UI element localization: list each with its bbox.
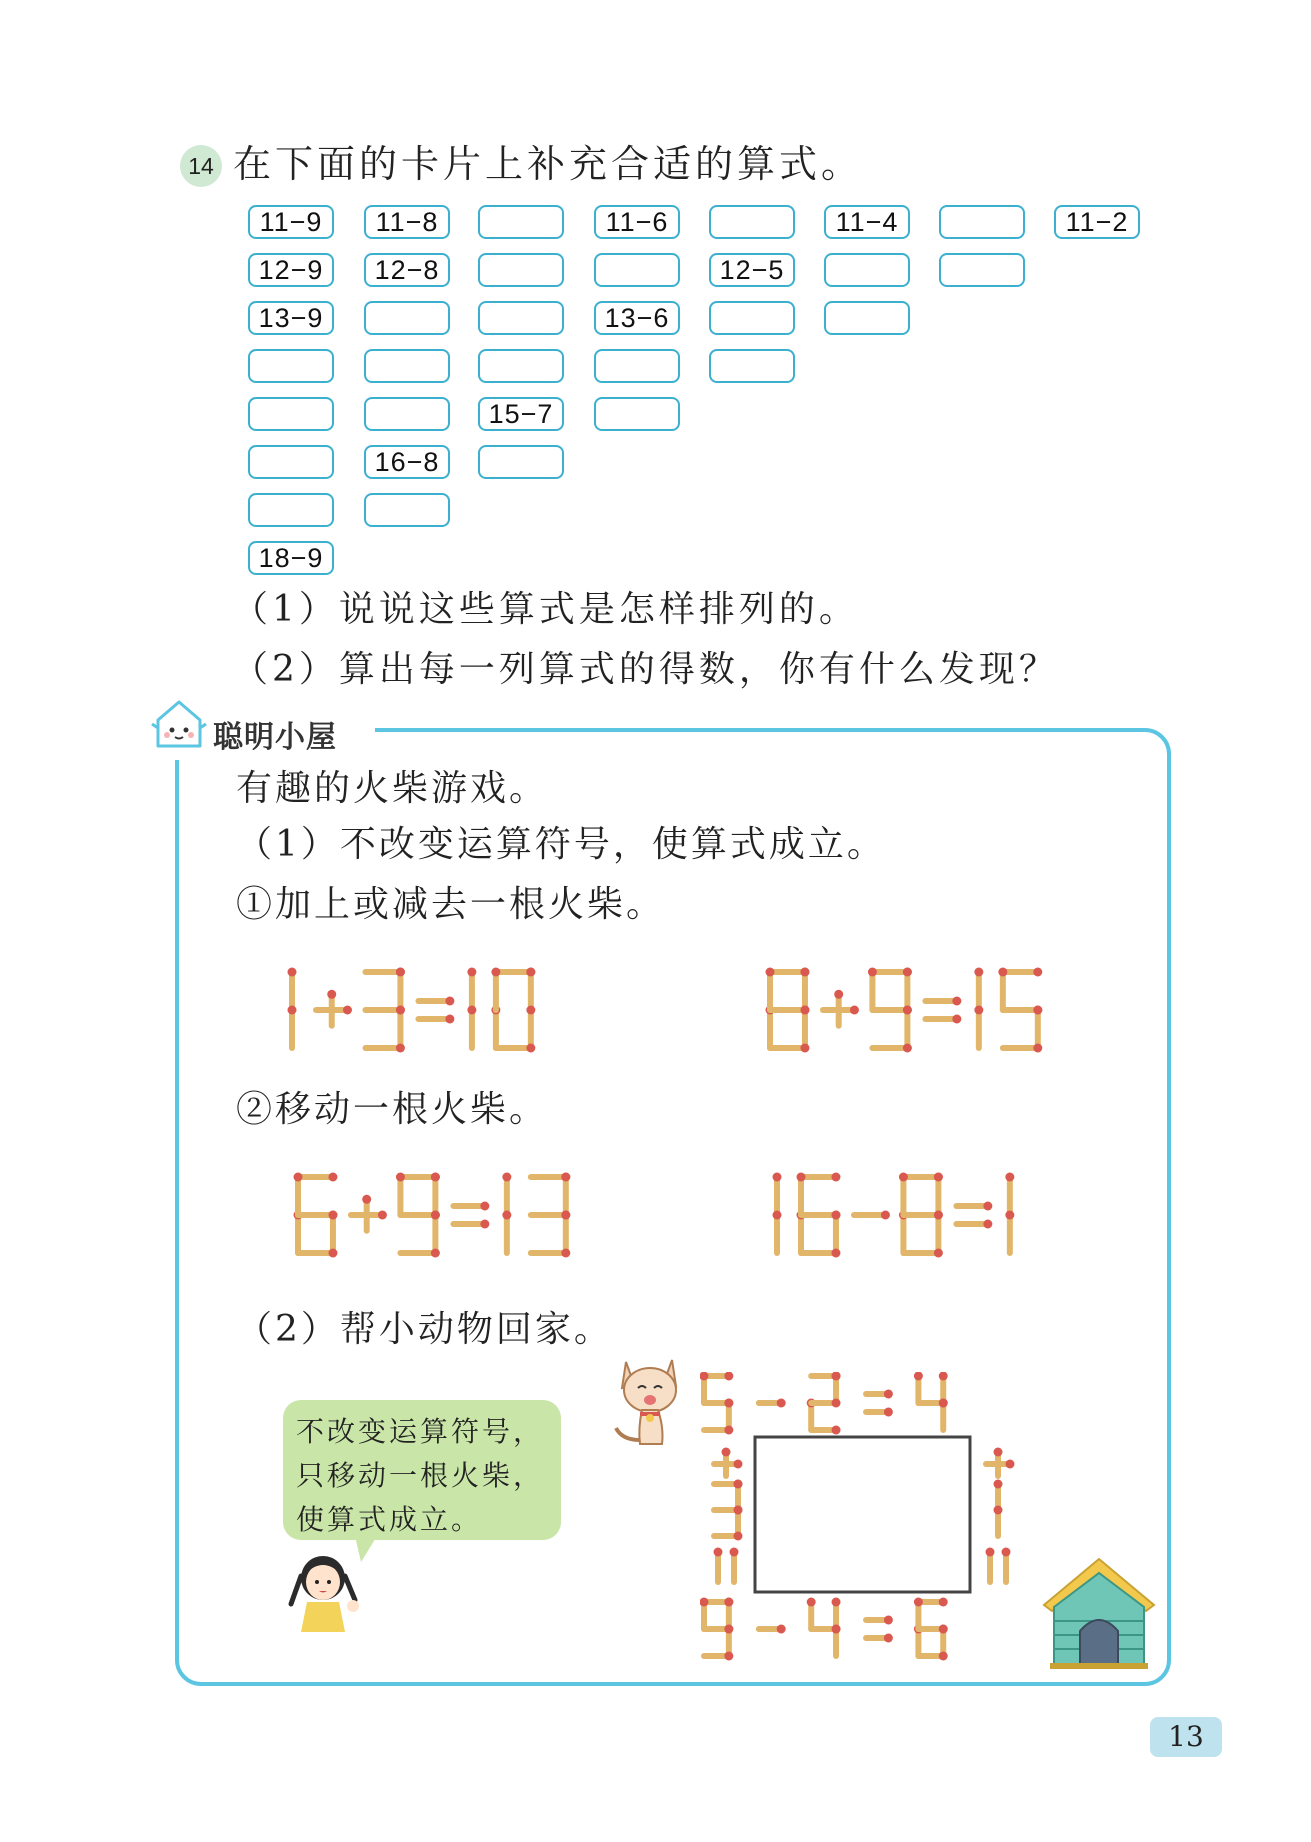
equation-card[interactable] (248, 445, 334, 479)
match-head (700, 1598, 709, 1607)
match-head (1006, 1460, 1015, 1469)
match-head (983, 1202, 992, 1211)
match-head (884, 1408, 893, 1417)
match-equation-1 (280, 960, 620, 1060)
equation-card[interactable]: 13−6 (594, 301, 680, 335)
match-head (431, 1249, 440, 1258)
match-head (327, 990, 336, 999)
equation-card[interactable] (824, 253, 910, 287)
equation-card[interactable] (594, 253, 680, 287)
exercise-instruction: 在下面的卡片上补充合适的算式。 (233, 142, 864, 186)
match-head (526, 1006, 535, 1015)
match-head (396, 1006, 405, 1015)
match-head (561, 1249, 570, 1258)
match-head (939, 1399, 948, 1408)
match-equation-4 (765, 1165, 1105, 1265)
part-1a-heading: ①加上或减去一根火柴。 (236, 884, 666, 925)
match-head (777, 1625, 786, 1634)
match-head (983, 1220, 992, 1229)
match-head (952, 1015, 961, 1024)
match-head (343, 1006, 352, 1015)
equation-card[interactable] (939, 205, 1025, 239)
match-head (832, 1399, 841, 1408)
match-head (526, 1044, 535, 1053)
match-head (777, 1399, 786, 1408)
house-mascot-icon (150, 698, 208, 754)
match-head (480, 1220, 489, 1229)
match-head (724, 1372, 733, 1381)
match-head (1033, 1044, 1042, 1053)
match-head (903, 968, 912, 977)
match-head (396, 1044, 405, 1053)
match-head (974, 1006, 983, 1015)
match-head (832, 1372, 841, 1381)
equation-card[interactable] (248, 397, 334, 431)
match-head (831, 1211, 840, 1220)
match-head (832, 1598, 841, 1607)
speech-text (296, 1410, 544, 1542)
equation-card[interactable] (364, 397, 450, 431)
match-head (773, 1173, 782, 1182)
match-head (934, 1211, 943, 1220)
match-head (724, 1426, 733, 1435)
equation-card[interactable]: 15−7 (478, 397, 564, 431)
match-head (734, 1532, 743, 1541)
match-head (1005, 1173, 1014, 1182)
equation-card[interactable] (709, 205, 795, 239)
match-head (700, 1372, 709, 1381)
equation-card[interactable]: 13−9 (248, 301, 334, 335)
match-head (288, 968, 297, 977)
equation-card[interactable]: 16−8 (364, 445, 450, 479)
match-head (797, 1173, 806, 1182)
match-head (939, 1652, 948, 1661)
match-head (766, 968, 775, 977)
match-head (491, 968, 500, 977)
girl-illustration (283, 1548, 363, 1633)
match-head (974, 968, 983, 977)
match-head (396, 1173, 405, 1182)
equation-card[interactable] (364, 493, 450, 527)
match-head (800, 968, 809, 977)
match-head (445, 997, 454, 1006)
equation-card[interactable] (709, 349, 795, 383)
match-head (502, 1173, 511, 1182)
match-head (986, 1548, 995, 1557)
part-1b-heading: ②移动一根火柴。 (236, 1089, 549, 1130)
match-head (884, 1390, 893, 1399)
match-head (939, 1598, 948, 1607)
match-head (730, 1548, 739, 1557)
match-puzzle (700, 1372, 1040, 1672)
match-head (502, 1211, 511, 1220)
equation-card[interactable]: 11−9 (248, 205, 334, 239)
match-head (328, 1249, 337, 1258)
dog-house-illustration (1040, 1555, 1158, 1670)
match-head (934, 1249, 943, 1258)
equation-card[interactable] (478, 205, 564, 239)
match-head (994, 1480, 1003, 1489)
match-head (914, 1372, 923, 1381)
match-head (1033, 968, 1042, 977)
speech-line: 只移动一根火柴， (296, 1459, 545, 1492)
match-head (734, 1480, 743, 1489)
match-head (294, 1173, 303, 1182)
match-head (480, 1202, 489, 1211)
match-head (903, 1044, 912, 1053)
match-head (396, 968, 405, 977)
match-head (881, 1211, 890, 1220)
match-head (561, 1173, 570, 1182)
match-head (1005, 1211, 1014, 1220)
match-head (288, 1006, 297, 1015)
match-head (773, 1211, 782, 1220)
equation-card[interactable]: 12−5 (709, 253, 795, 287)
match-equation-3 (290, 1165, 630, 1265)
equation-card[interactable] (594, 349, 680, 383)
match-head (724, 1598, 733, 1607)
match-head (724, 1625, 733, 1634)
equation-card[interactable]: 12−8 (364, 253, 450, 287)
match-head (378, 1211, 387, 1220)
match-head (939, 1372, 948, 1381)
equation-card[interactable]: 11−6 (594, 205, 680, 239)
match-head (994, 1506, 1003, 1515)
match-head (526, 968, 535, 977)
speech-line: 不改变运算符号， (296, 1415, 545, 1448)
equation-card[interactable]: 12−9 (248, 253, 334, 287)
match-head (831, 1249, 840, 1258)
match-head (832, 1426, 841, 1435)
match-head (714, 1548, 723, 1557)
match-head (734, 1506, 743, 1515)
match-head (998, 968, 1007, 977)
match-head (831, 1173, 840, 1182)
match-equation-2 (762, 960, 1092, 1060)
match-head (724, 1399, 733, 1408)
match-head (431, 1211, 440, 1220)
equation-card[interactable] (939, 253, 1025, 287)
match-head (952, 997, 961, 1006)
match-head (807, 1598, 816, 1607)
match-head (328, 1173, 337, 1182)
equation-card[interactable]: 11−2 (1054, 205, 1140, 239)
match-head (734, 1460, 743, 1469)
match-head (899, 1173, 908, 1182)
equation-card[interactable]: 11−8 (364, 205, 450, 239)
match-head (467, 1006, 476, 1015)
page-number: 13 (1150, 1717, 1222, 1757)
question-1: （1）说说这些算式是怎样排列的。 (232, 589, 859, 630)
match-head (561, 1211, 570, 1220)
match-head (431, 1173, 440, 1182)
equation-card[interactable]: 11−4 (824, 205, 910, 239)
match-head (724, 1652, 733, 1661)
match-head (445, 1015, 454, 1024)
match-head (834, 990, 843, 999)
equation-card[interactable]: 18−9 (248, 541, 334, 575)
match-head (884, 1634, 893, 1643)
match-head (994, 1448, 1003, 1457)
equation-card[interactable] (824, 301, 910, 335)
question-2: （2）算出每一列算式的得数，你有什么发现？ (232, 649, 1059, 690)
part-2-heading: （2）帮小动物回家。 (236, 1309, 613, 1350)
match-head (832, 1625, 841, 1634)
panel-title: 聪明小屋 (213, 720, 337, 755)
puzzle-frame (755, 1437, 970, 1592)
match-head (868, 968, 877, 977)
equation-card[interactable] (364, 301, 450, 335)
speech-line: 使算式成立。 (296, 1503, 483, 1536)
match-head (850, 1006, 859, 1015)
equation-card[interactable] (594, 397, 680, 431)
match-head (1002, 1548, 1011, 1557)
equation-card[interactable] (478, 445, 564, 479)
match-head (1033, 1006, 1042, 1015)
match-head (914, 1598, 923, 1607)
equation-card[interactable] (709, 301, 795, 335)
match-head (328, 1211, 337, 1220)
match-head (884, 1616, 893, 1625)
equation-card[interactable] (248, 493, 334, 527)
equation-card[interactable] (478, 253, 564, 287)
equation-card[interactable] (248, 349, 334, 383)
equation-card[interactable] (364, 349, 450, 383)
match-head (800, 1006, 809, 1015)
match-head (362, 1195, 371, 1204)
exercise-number-badge: 14 (180, 145, 222, 187)
equation-card[interactable] (478, 301, 564, 335)
cat-illustration (612, 1348, 686, 1448)
match-head (722, 1448, 731, 1457)
match-head (467, 968, 476, 977)
match-head (800, 1044, 809, 1053)
equation-card[interactable] (478, 349, 564, 383)
part-1-heading: （1）不改变运算符号，使算式成立。 (236, 824, 886, 865)
match-head (903, 1006, 912, 1015)
match-head (939, 1625, 948, 1634)
match-head (934, 1173, 943, 1182)
panel-intro: 有趣的火柴游戏。 (236, 768, 549, 809)
